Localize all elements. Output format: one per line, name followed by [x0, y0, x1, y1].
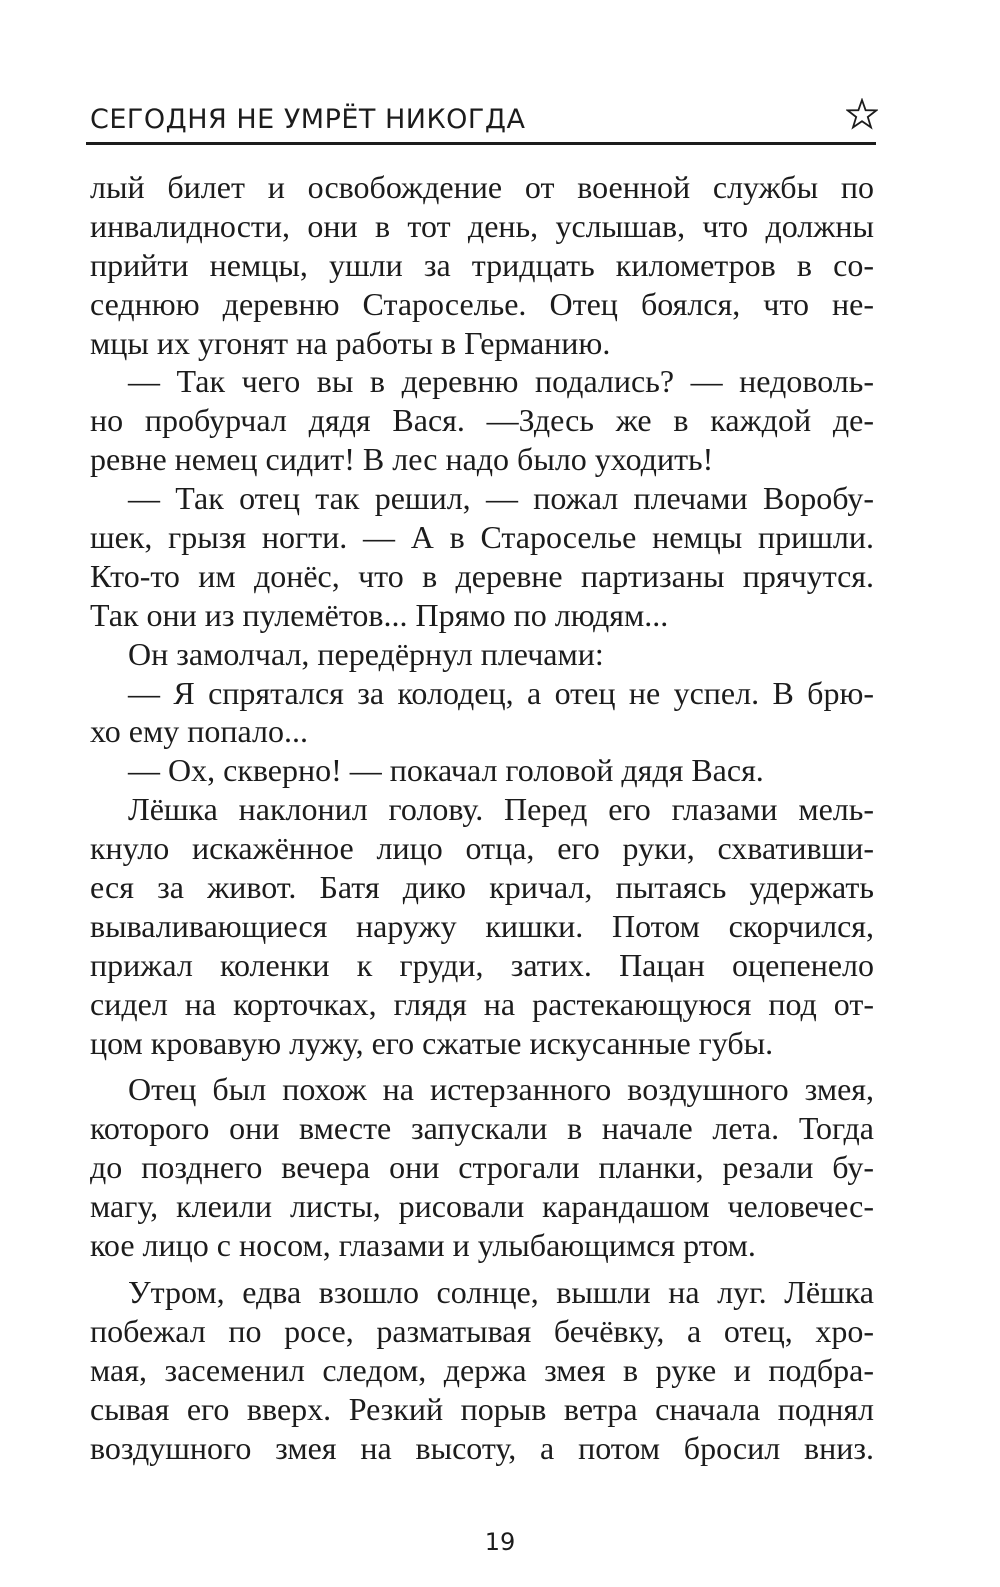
text-line: кнуло искажённое лицо отца, его руки, схвативши- — [90, 830, 874, 867]
text-line: прийти немцы, ушли за тридцать километров в со- — [90, 246, 874, 283]
text-line: но пробурчал дядя Вася. —Здесь же в каждой де- — [90, 402, 874, 439]
text-line: мая, засеменил следом, держа змея в руке и подбра- — [90, 1351, 874, 1388]
text-line: ревне немец сидит! В лес надо было уходить! — [90, 441, 714, 478]
text-line: седнюю деревню Староселье. Отец боялся, что не- — [90, 285, 874, 322]
text-line: сидел на корточках, глядя на растекающуюся под от- — [90, 985, 874, 1022]
text-line: до позднего вечера они строгали планки, резали бу- — [90, 1149, 874, 1186]
body-text — [90, 168, 874, 1467]
text-line: Так они из пулемётов... Прямо по людям... — [90, 596, 669, 633]
text-line: Утром, едва взошло солнце, вышли на луг. Лёшка — [128, 1273, 874, 1310]
text-line: — Я спрятался за колодец, а отец не успел. В брю- — [128, 674, 874, 711]
text-line: кое лицо с носом, глазами и улыбающимся ртом. — [90, 1227, 756, 1264]
text-line: воздушного змея на высоту, а потом бросил вниз. — [90, 1429, 874, 1466]
running-title: СЕГОДНЯ НЕ УМРЁТ НИКОГДА — [90, 104, 526, 135]
star-outline-icon — [846, 98, 878, 130]
text-line: хо ему попало... — [90, 713, 308, 750]
text-line: сывая его вверх. Резкий порыв ветра сначала поднял — [90, 1390, 874, 1427]
text-line: — Ох, скверно! — покачал головой дядя Вася. — [128, 752, 764, 789]
text-line: вываливающиеся наружу кишки. Потом скорчился, — [90, 907, 874, 944]
text-line: мцы их угонят на работы в Германию. — [90, 324, 611, 361]
header-rule — [86, 142, 876, 145]
text-line: — Так чего вы в деревню подались? — недоволь- — [128, 363, 874, 400]
text-line: цом кровавую лужу, его сжатые искусанные губы. — [90, 1024, 774, 1061]
text-line: Отец был похож на истерзанного воздушного змея, — [128, 1071, 874, 1108]
text-line: — Так отец так решил, — пожал плечами Воробу- — [128, 480, 874, 517]
text-line: лый билет и освобождение от военной службы по — [90, 169, 874, 205]
running-head — [90, 98, 880, 144]
text-line: Он замолчал, передёрнул плечами: — [128, 635, 604, 672]
text-line: инвалидности, они в тот день, услышав, что должны — [90, 207, 874, 244]
text-line: магу, клеили листы, рисовали карандашом человечес- — [90, 1188, 874, 1225]
text-line: шек, грызя ногти. — А в Староселье немцы пришли. — [90, 519, 874, 556]
page-number: 19 — [484, 1528, 516, 1556]
text-line: прижал коленки к груди, затих. Пацан оцепенело — [90, 946, 874, 983]
text-line: которого они вместе запускали в начале лета. Тогда — [90, 1110, 874, 1147]
text-line: Лёшка наклонил голову. Перед его глазами мель- — [128, 791, 874, 828]
text-line: Кто-то им донёс, что в деревне партизаны прячутся. — [90, 557, 874, 594]
text-line: побежал по росе, разматывая бечёвку, а отец, хро- — [90, 1312, 874, 1349]
text-line: еся за живот. Батя дико кричал, пытаясь удержать — [90, 869, 874, 906]
